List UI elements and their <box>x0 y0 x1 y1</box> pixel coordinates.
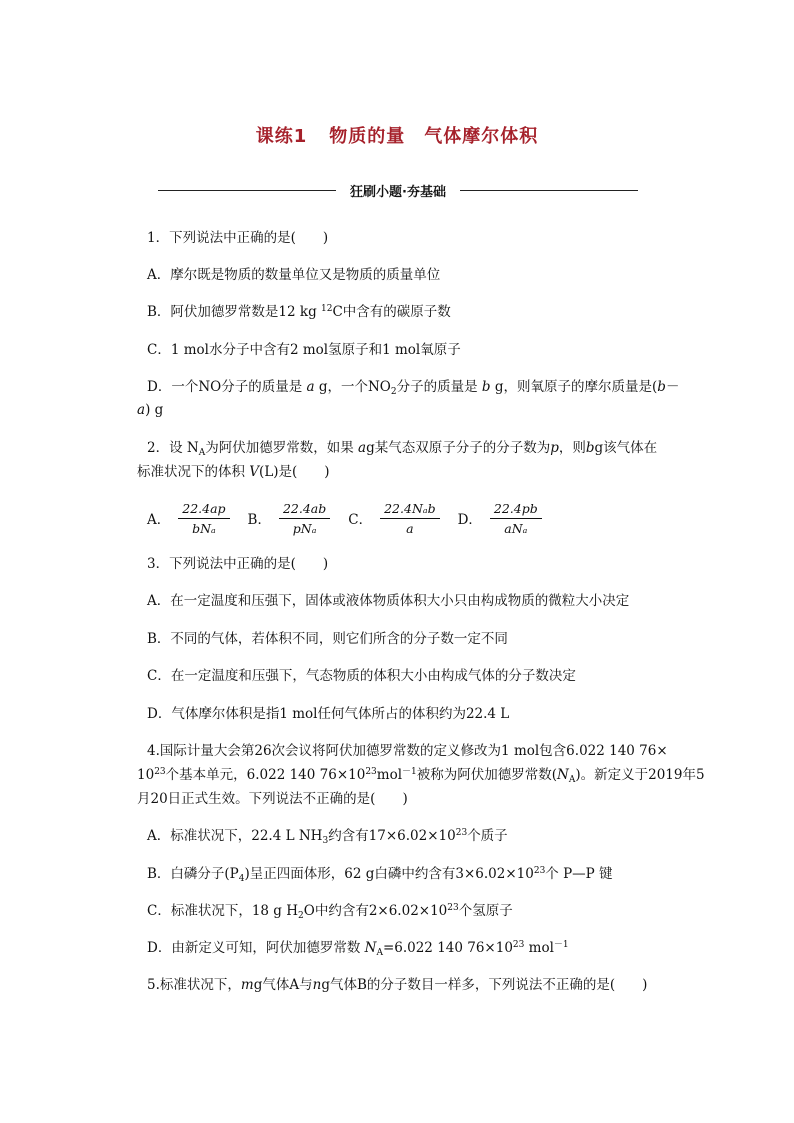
q3-option-b: B．不同的气体，若体积不同，则它们所含的分子数一定不同 <box>147 631 508 647</box>
section-rule-left <box>158 190 336 191</box>
q2-stem-line2: 标准状况下的体积 V(L)是( ) <box>137 464 330 480</box>
q5-stem: 5.标准状况下，mg气体A与ng气体B的分子数目一样多，下列说法不正确的是( ) <box>147 977 648 993</box>
q1-option-b: B．阿伏加德罗常数是12 kg $^{12}$C中含有的碳原子数 <box>147 304 451 320</box>
q4-stem-line3: 月20日正式生效。下列说法不正确的是( ) <box>137 791 408 807</box>
q3-option-a: A．在一定温度和压强下，固体或液体物质体积大小只由构成物质的微粒大小决定 <box>147 593 630 609</box>
q1-option-c: C．1 mol水分子中含有2 mol氢原子和1 mol氧原子 <box>147 342 461 358</box>
q1-option-d-cont: a) g <box>137 402 164 418</box>
q1-stem: 1．下列说法中正确的是( ) <box>147 230 329 246</box>
q4-option-d: D．由新定义可知，阿伏加德罗常数 $N_A=6.022$ 140 $76\times 10^{23}$ mol$^{-1}$ <box>147 940 569 958</box>
q2-option-b: B． $\frac{22.4ab}{\text{pNₐ}}$ <box>248 501 331 536</box>
q1-option-d: D．一个NO分子的质量是 a g，一个$NO_2$分子的质量是 b g，则氧原子的摩尔质量是(b－ <box>147 379 680 397</box>
q4-option-a: A．标准状况下，22.4 L $NH_3$约含有$17\times 6.02\times 10^{23}$个质子 <box>147 828 508 846</box>
section-rule-right <box>460 190 638 191</box>
q1-option-a: A．摩尔既是物质的数量单位又是物质的质量单位 <box>147 267 441 283</box>
q2-stem-line1: 2．设 $N_A$为阿伏加德罗常数，如果 ag某气态双原子分子的分子数为p，则bg该气体在 <box>147 440 658 458</box>
q3-option-d: D．气体摩尔体积是指1 mol任何气体所占的体积约为22.4 L <box>147 706 510 722</box>
page-title <box>0 122 794 148</box>
q4-option-c: C．标准状况下，18 g $H_2O$中约含有$2\times 6.02\times 10^{23}$个氢原子 <box>147 903 513 921</box>
q4-option-b: B．白磷分子$(P_4)$呈正四面体形，62 g白磷中约含有$3\times 6.02\times 10^{23}$个 P—P 键 <box>147 866 613 884</box>
q4-stem-line1: 4.国际计量大会第26次会议将阿伏加德罗常数的定义修改为1 mol包含6.022 140 76× <box>147 743 668 759</box>
q3-option-c: C．在一定温度和压强下，气态物质的体积大小由构成气体的分子数决定 <box>147 668 576 684</box>
section-header <box>158 180 638 200</box>
section-label: 狂刷小题·夯基础 <box>350 184 446 200</box>
q3-stem: 3．下列说法中正确的是( ) <box>147 556 329 572</box>
lesson-number: 课练1 <box>255 126 308 147</box>
q2-option-d: D． $\frac{22.4pb}{\text{aNₐ}}$ <box>458 501 542 536</box>
q2-option-a: A． $\frac{22.4ap}{\text{bNₐ}}$ <box>147 501 230 536</box>
q2-option-c: C． $\frac{\text{22.4Nₐb}}{a}$ <box>348 501 439 536</box>
q2-options <box>147 498 560 538</box>
lesson-topic: 物质的量 气体摩尔体积 <box>329 126 539 147</box>
q4-stem-line2: $10^{23}$个基本单元，6.022 140 $76\times 10^{23}mol^{-1}$被称为阿伏加德罗常数$(N_A)$。新定义于2019年5 <box>137 767 705 785</box>
